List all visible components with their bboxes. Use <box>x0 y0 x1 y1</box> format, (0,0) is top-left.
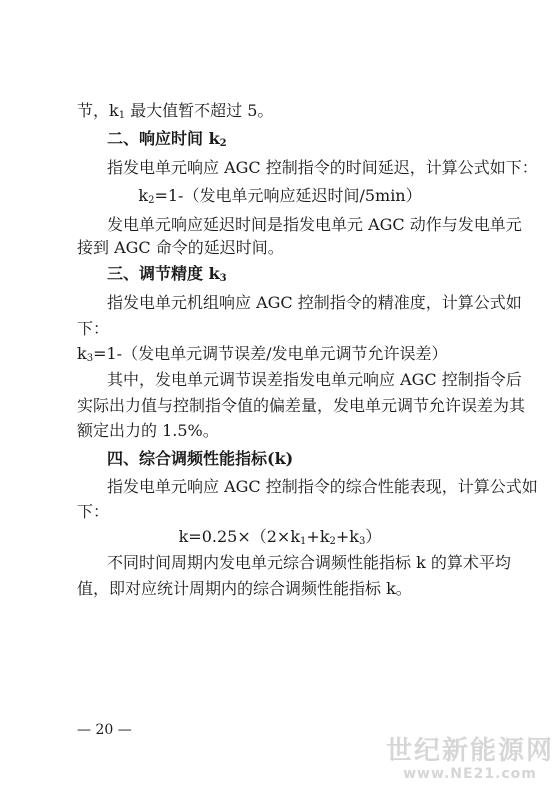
paragraph-line: 额定出力的 1.5%。 <box>77 421 219 440</box>
section-heading-response-time: 二、响应时间 $k_2$ <box>107 129 227 149</box>
section-heading-regulation-accuracy: 三、调节精度 $k_3$ <box>107 264 227 284</box>
paragraph-line: 下： <box>77 319 110 338</box>
watermark-logo <box>386 736 554 782</box>
formula-k2: $k_2=1-$（发电单元响应延迟时间/5min） <box>138 186 422 206</box>
watermark-text: 世纪新能源网 <box>385 736 554 766</box>
paragraph-line: 指发电单元响应 AGC 控制指令的时间延迟，计算公式如下： <box>107 158 538 177</box>
paragraph-line: 节，$k_1$ 最大值暂不超过 5。 <box>77 101 274 121</box>
formula-k3: $k_3=1-$（发电单元调节误差/发电单元调节允许误差） <box>77 344 448 364</box>
paragraph-line: 发电单元响应延迟时间是指发电单元 AGC 动作与发电单元 <box>107 215 522 234</box>
section-heading-performance-index: 四、综合调频性能指标(k) <box>107 449 294 468</box>
paragraph-line: 不同时间周期内发电单元综合调频性能指标 k 的算术平均 <box>107 553 511 572</box>
paragraph-line: 其中，发电单元调节误差指发电单元响应 AGC 控制指令后 <box>107 370 522 389</box>
page-number: — 20 — <box>77 722 132 738</box>
formula-k: $k=0.25\times(2\times k_1+k_2+k_3)$ <box>178 527 382 547</box>
paragraph-line: 指发电单元响应 AGC 控制指令的综合性能表现，计算公式如 <box>107 477 538 496</box>
paragraph-line: 实际出力值与控制指令值的偏差量，发电单元调节允许误差为其 <box>77 396 526 415</box>
paragraph-line: 下： <box>77 502 110 521</box>
paragraph-line: 接到 AGC 命令的延迟时间。 <box>77 238 284 257</box>
paragraph-line: 指发电单元机组响应 AGC 控制指令的精准度，计算公式如 <box>107 293 522 312</box>
watermark-url: www.NE21.com <box>403 766 537 782</box>
paragraph-line: 值，即对应统计周期内的综合调频性能指标 k。 <box>77 579 412 598</box>
